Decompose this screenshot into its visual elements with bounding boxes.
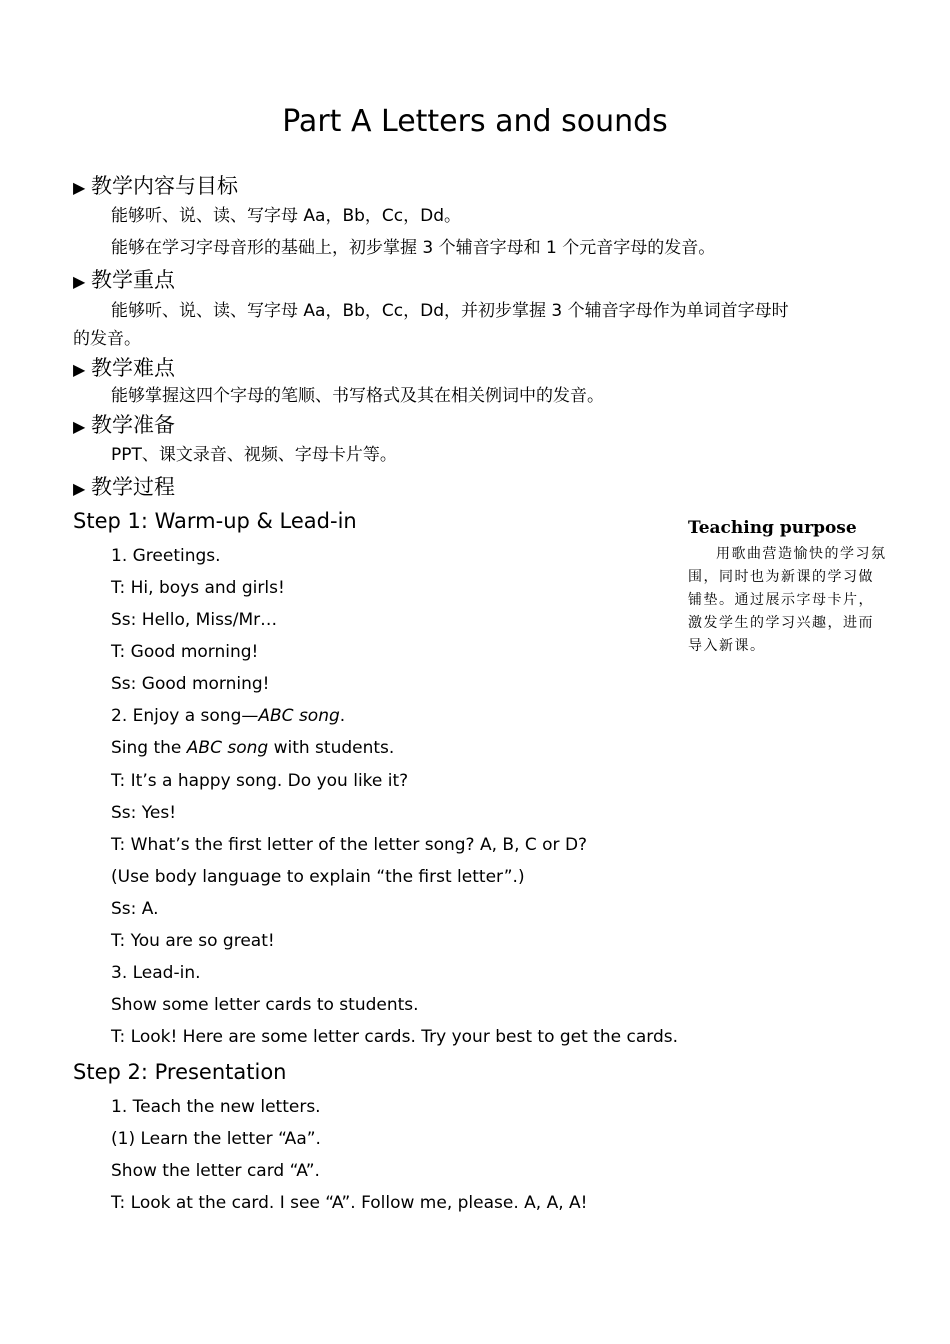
step1-line: 3. Lead-in.	[111, 963, 201, 983]
section-heading-difficulties: ▶ 教学难点	[73, 354, 175, 384]
step2-heading: Step 2: Presentation	[73, 1060, 287, 1084]
page-title: Part A Letters and sounds	[282, 104, 668, 139]
teaching-purpose-text: 用歌曲营造愉快的学习氛围，同时也为新课的学习做铺垫。通过展示字母卡片，激发学生的学习兴趣，进而导入新课。	[688, 546, 887, 654]
step1-line: 2. Enjoy a song—ABC song.	[111, 706, 346, 726]
triangle-bullet-icon: ▶	[73, 272, 86, 291]
step1-line: (Use body language to explain “the first letter”.)	[111, 867, 525, 887]
step2-line: T: Look at the card. I see “A”. Follow me, please. A, A, A!	[111, 1193, 588, 1213]
triangle-bullet-icon: ▶	[73, 178, 86, 197]
teaching-purpose-title: Teaching purpose	[688, 518, 857, 538]
section-heading-process: ▶ 教学过程	[73, 473, 175, 503]
step1-line: T: Hi, boys and girls!	[111, 578, 285, 598]
step2-line: 1. Teach the new letters.	[111, 1097, 321, 1117]
key-point-line-1: 能够听、说、读、写字母 Aa，Bb，Cc，Dd，并初步掌握 3 个辅音字母作为单词首字母时	[111, 301, 789, 321]
step1-line: 1. Greetings.	[111, 546, 221, 566]
key-point-line-2: 的发音。	[73, 329, 141, 349]
section-heading-key-points: ▶ 教学重点	[73, 266, 175, 296]
step1-line: T: It’s a happy song. Do you like it?	[111, 771, 409, 791]
preparation-line: PPT、课文录音、视频、字母卡片等。	[111, 445, 397, 465]
step1-heading: Step 1: Warm-up & Lead-in	[73, 509, 357, 533]
difficulties-line: 能够掌握这四个字母的笔顺、书写格式及其在相关例词中的发音。	[111, 386, 604, 406]
step1-line: T: You are so great!	[111, 931, 275, 951]
step1-line: Ss: A.	[111, 899, 159, 919]
triangle-bullet-icon: ▶	[73, 360, 86, 379]
step1-line: Show some letter cards to students.	[111, 995, 419, 1015]
step1-line: T: What’s the first letter of the letter song? A, B, C or D?	[111, 835, 588, 855]
triangle-bullet-icon: ▶	[73, 417, 86, 436]
section-heading-preparation: ▶ 教学准备	[73, 411, 175, 441]
goal-line-2: 能够在学习字母音形的基础上，初步掌握 3 个辅音字母和 1 个元音字母的发音。	[111, 238, 716, 258]
step1-line: Ss: Yes!	[111, 803, 177, 823]
step1-line: Ss: Good morning!	[111, 674, 270, 694]
section-heading-content-goals: ▶ 教学内容与目标	[73, 172, 238, 202]
step2-line: (1) Learn the letter “Aa”.	[111, 1129, 321, 1149]
step1-line: T: Good morning!	[111, 642, 259, 662]
step1-line: Ss: Hello, Miss/Mr…	[111, 610, 278, 630]
step1-line: T: Look! Here are some letter cards. Try your best to get the cards.	[111, 1027, 679, 1047]
step1-line: Sing the ABC song with students.	[111, 738, 395, 758]
step2-line: Show the letter card “A”.	[111, 1161, 320, 1181]
triangle-bullet-icon: ▶	[73, 479, 86, 498]
goal-line-1: 能够听、说、读、写字母 Aa，Bb，Cc，Dd。	[111, 206, 462, 226]
